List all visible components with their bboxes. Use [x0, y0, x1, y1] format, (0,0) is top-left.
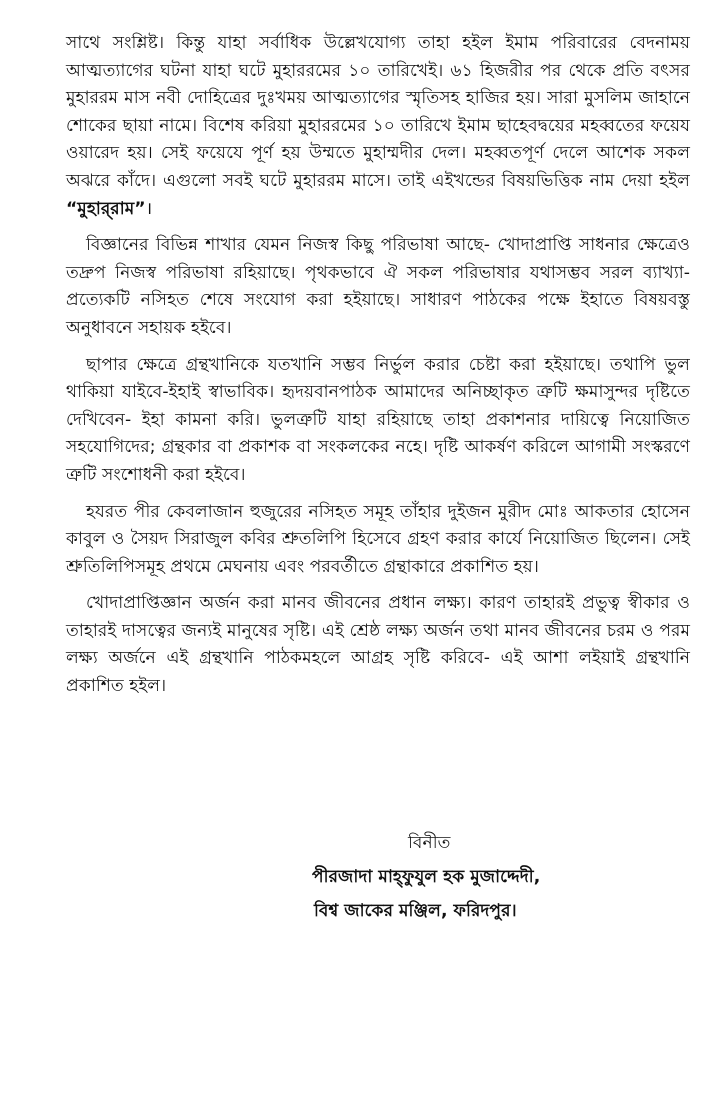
paragraph-3: ছাপার ক্ষেত্রে গ্রন্থখানিকে যতখানি সম্ভব নির্ভুল করার চেষ্টা করা হইয়াছে। তথাপি ভুল থাকিয়া যাইবে-ইহাই স্বাভাবিক। হৃদয়বানপাঠক আমাদের অনিচ্ছাকৃত ত্রুটি ক্ষমাসুন্দর দৃষ্টিতে দেখিবেন- ইহা কামনা করি। ভুলত্রুটি যাহা রহিয়াছে তাহা প্রকাশনার দায়িত্বে নিয়োজিত সহযোগিদের; গ্রন্থকার বা প্রকাশক বা সংকলকের নহে। দৃষ্টি আকর্ষণ করিলে আগামী সংস্করণে ত্রুটি সংশোধনী করা হইবে।: [66, 354, 690, 485]
closing-word: বিনীত: [408, 833, 451, 853]
paragraph-1: [66, 30, 690, 223]
paragraph-2: বিজ্ঞানের বিভিন্ন শাখার যেমন নিজস্ব কিছু পরিভাষা আছে- খোদাপ্রাপ্তি সাধনার ক্ষেত্রেও তদ্রুপ নিজস্ব পরিভাষা রহিয়াছে। পৃথকভাবে ঐ সকল পরিভাষার যথাসম্ভব সরল ব্যাখ্যা-প্রত্যেকটি নসিহত শেষে সংযোগ করা হইয়াছে। সাধারণ পাঠকের পক্ষে ইহাতে বিষয়বস্তু অনুধাবনে সহায়ক হইবে।: [66, 235, 690, 338]
paragraph-1-end: ।: [145, 198, 153, 219]
paragraph-5: খোদাপ্রাপ্তিজ্ঞান অর্জন করা মানব জীবনের প্রধান লক্ষ্য। কারণ তাহারই প্রভুত্ব স্বীকার ও তাহারই দাসত্বের জন্যই মানুষের সৃষ্টি। এই শ্রেষ্ঠ লক্ষ্য অর্জন তথা মানব জীবনের চরম ও পরম লক্ষ্য অর্জনে এই গ্রন্থখানি পাঠকমহলে আগ্রহ সৃষ্টি করিবে- এই আশা লইয়াই গ্রন্থখানি প্রকাশিত হইল।: [66, 593, 690, 697]
preface-body: [66, 30, 690, 701]
signature-block: [312, 826, 702, 928]
paragraph-4: হযরত পীর কেবলাজান হুজুরের নসিহত সমূহ তাঁহার দুইজন মুরীদ মোঃ আকতার হোসেন কাবুল ও সৈয়দ সিরাজুল কবির শ্রুতলিপি হিসেবে গ্রহণ করার কার্যে নিয়োজিত ছিলেন। সেই শ্রুতিলিপিসমূহ প্রথমে মেঘনায় এবং পরবর্তীতে গ্রন্থাকারে প্রকাশিত হয়।: [66, 501, 690, 577]
paragraph-1-text: সাথে সংশ্লিষ্ট। কিন্তু যাহা সর্বাধিক উল্লেখযোগ্য তাহা হইল ইমাম পরিবারের বেদনাময় আত্মত্যাগের ঘটনা যাহা ঘটে মুহাররমের ১০ তারিখেই। ৬১ হিজরীর পর থেকে প্রতি বৎসর মুহাররম মাস নবী দোহিত্রের দুঃখময় আত্মত্যাগের স্মৃতিসহ হাজির হয়। সারা মুসলিম জাহানে শোকের ছায়া নামে। বিশেষ করিয়া মুহাররমের ১০ তারিখে ইমাম ছাহেবদ্বয়ের মহব্বতের ফয়েয ওয়ারেদ হয়। সেই ফয়েযে পূর্ণ হয় উম্মতে মুহাম্মদীর দেল। মহব্বতপূর্ণ দেলে আশেক সকল অঝরে কাঁদে। এগুলো সবই ঘটে মুহাররম মাসে। তাই এইখন্ডের বিষয়ভিত্তিক নাম দেয়া হইল: [66, 33, 690, 191]
signatory-name: পীরজাদা মাহ্‌ফুযুল হক মুজাদ্দেদী,: [312, 867, 541, 887]
signatory-address: বিশ্ব জাকের মঞ্জিল, ফরিদপুর।: [314, 901, 517, 921]
book-title: “মুহার্‌রাম”: [66, 198, 146, 219]
